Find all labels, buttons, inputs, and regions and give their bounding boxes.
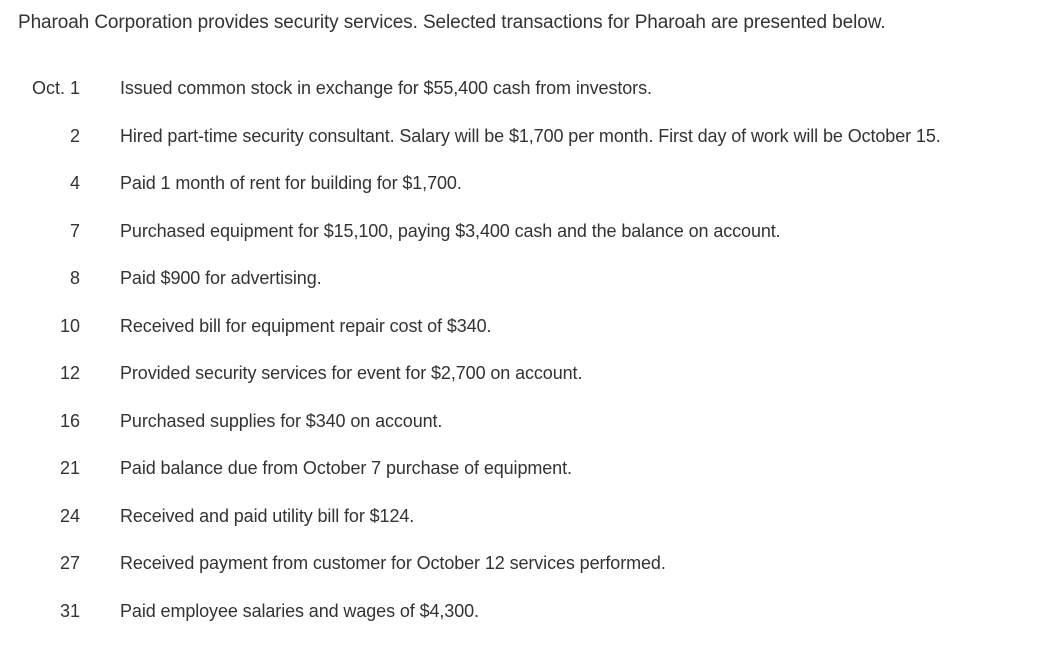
transaction-description: Paid balance due from October 7 purchase of equipment.: [120, 458, 572, 478]
transaction-date: 8: [69, 268, 80, 288]
transaction-description: Provided security services for event for $2,700 on account.: [120, 363, 583, 383]
transaction-row: [0, 215, 1061, 263]
transaction-description: Received and paid utility bill for $124.: [120, 505, 415, 526]
transaction-date: 27: [59, 553, 80, 573]
transaction-date: 10: [59, 315, 80, 336]
transaction-date: 16: [59, 410, 80, 431]
transaction-row: [0, 120, 1061, 168]
transaction-date: 24: [59, 505, 80, 526]
transaction-description: Paid 1 month of rent for building for $1,700.: [120, 173, 462, 193]
transaction-row: [0, 595, 1061, 643]
transaction-date: 21: [59, 458, 80, 478]
problem-intro: Pharoah Corporation provides security services. Selected transactions for Pharoah are presented below.: [18, 12, 886, 33]
transaction-description: Hired part-time security consultant. Salary will be $1,700 per month. First day of work will be October 15.: [120, 125, 941, 146]
transaction-date: 31: [59, 600, 80, 621]
transaction-description: Received payment from customer for October 12 services performed.: [120, 553, 666, 573]
transaction-row: [0, 357, 1061, 405]
transaction-row: [0, 262, 1061, 310]
transaction-list: [0, 72, 1061, 642]
transaction-row: [0, 547, 1061, 595]
transaction-description: Issued common stock in exchange for $55,400 cash from investors.: [120, 78, 652, 98]
transaction-date: 7: [69, 220, 80, 241]
transaction-description: Purchased supplies for $340 on account.: [120, 410, 443, 431]
transaction-date: 12: [59, 363, 80, 383]
transaction-date: Oct. 1: [31, 78, 80, 98]
transaction-row: [0, 452, 1061, 500]
transaction-row: [0, 72, 1061, 120]
transaction-description: Purchased equipment for $15,100, paying $3,400 cash and the balance on account.: [120, 220, 781, 241]
transaction-description: Paid $900 for advertising.: [120, 268, 322, 288]
transaction-row: [0, 500, 1061, 548]
transaction-date: 2: [69, 125, 80, 146]
transaction-row: [0, 167, 1061, 215]
transaction-description: Received bill for equipment repair cost of $340.: [120, 315, 492, 336]
transaction-row: [0, 405, 1061, 453]
transaction-date: 4: [69, 173, 80, 193]
transaction-description: Paid employee salaries and wages of $4,300.: [120, 600, 479, 621]
transaction-row: [0, 310, 1061, 358]
